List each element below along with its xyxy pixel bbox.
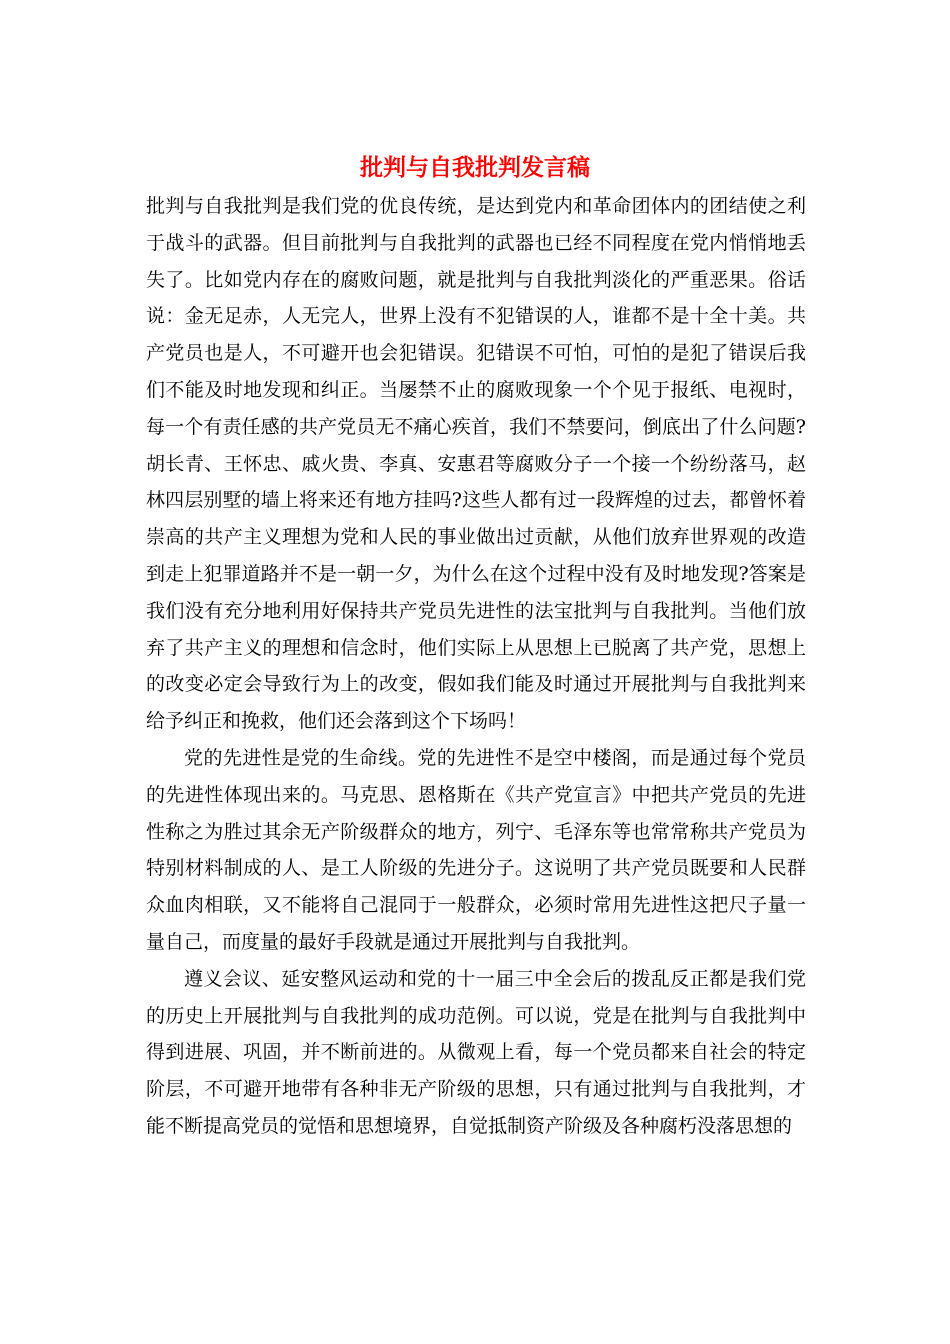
paragraph-3: 遵义会议、延安整风运动和党的十一届三中全会后的拨乱反正都是我们党的历史上开展批判与自我批判的成功范例。可以说，党是在批判与自我批判中得到进展、巩固，并不断前进的。从微观上看，每一个党员都来自社会的特定阶层，不可避开地带有各种非无产阶级的思想，只有通过批判与自我批判，才能不断提高党员的觉悟和思想境界，自觉抵制资产阶级及各种腐朽没落思想的 [146, 967, 806, 1137]
paragraph-1: 批判与自我批判是我们党的优良传统，是达到党内和革命团体内的团结使之利于战斗的武器。但目前批判与自我批判的武器也已经不同程度在党内悄悄地丢失了。比如党内存在的腐败问题，就是批判与自我批判淡化的严重恶果。俗话说：金无足赤，人无完人，世界上没有不犯错误的人，谁都不是十全十美。共产党员也是人，不可避开也会犯错误。犯错误不可怕，可怕的是犯了错误后我们不能及时地发现和纠正。当屡禁不止的腐败现象一个个见于报纸、电视时，每一个有责任感的共产党员无不痛心疾首，我们不禁要问，倒底出了什么问题?胡长青、王怀忠、戚火贵、李真、安惠君等腐败分子一个接一个纷纷落马，赵林四层别墅的墙上将来还有地方挂吗?这些人都有过一段辉煌的过去，都曾怀着崇高的共产主义理想为党和人民的事业做出过贡献，从他们放弃世界观的改造到走上犯罪道路并不是一朝一夕，为什么在这个过程中没有及时地发现?答案是我们没有充分地利用好保持共产党员先进性的法宝批判与自我批判。当他们放弃了共产主义的理想和信念时，他们实际上从思想上已脱离了共产党，思想上的改变必定会导致行为上的改变，假如我们能及时通过开展批判与自我批判来给予纠正和挽救，他们还会落到这个下场吗！ [146, 195, 806, 733]
document-title: 批判与自我批判发言稿 [360, 154, 590, 181]
paragraph-2: 党的先进性是党的生命线。党的先进性不是空中楼阁，而是通过每个党员的先进性体现出来的。马克思、恩格斯在《共产党宣言》中把共产党员的先进性称之为胜过其余无产阶级群众的地方，列宁、毛泽东等也常常称共产党员为特别材料制成的人、是工人阶级的先进分子。这说明了共产党员既要和人民群众血肉相联，又不能将自己混同于一般群众，必须时常用先进性这把尺子量一量自己，而度量的最好手段就是通过开展批判与自我批判。 [146, 746, 806, 953]
document-body [146, 188, 806, 1145]
